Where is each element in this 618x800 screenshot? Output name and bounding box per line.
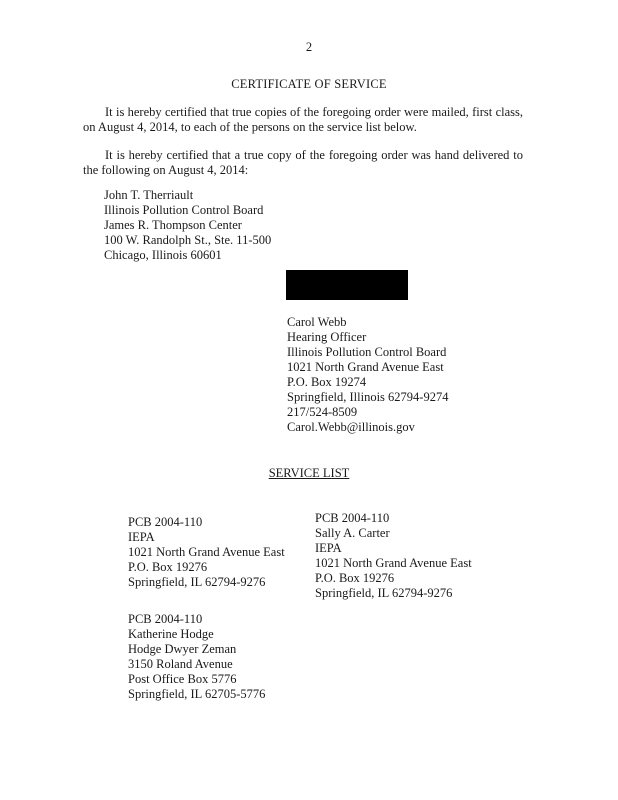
service-entry-line: P.O. Box 19276	[128, 560, 208, 574]
service-entry-line: IEPA	[128, 530, 155, 544]
service-list-title-text: SERVICE LIST	[268, 466, 350, 480]
recipient-line: Chicago, Illinois 60601	[104, 248, 222, 262]
service-entry-line: Hodge Dwyer Zeman	[128, 642, 237, 656]
service-entry-line: P.O. Box 19276	[315, 571, 395, 585]
mailed-paragraph-text: It is hereby certified that true copies of the foregoing order were mailed, first class, on August 4, 2014, to each of the persons on the service list below.	[83, 105, 523, 134]
service-entry	[128, 515, 285, 590]
recipient-line: 100 W. Randolph St., Ste. 11-500	[104, 233, 272, 247]
service-entry-line: 1021 North Grand Avenue East	[315, 556, 472, 570]
signatory-block	[287, 315, 448, 435]
signatory-line: Hearing Officer	[287, 330, 367, 344]
hand-delivered-paragraph	[83, 148, 523, 178]
service-entry	[315, 511, 472, 601]
redacted-signature	[286, 270, 408, 300]
page-number: 2	[305, 40, 313, 54]
signatory-line: Carol Webb	[287, 315, 347, 329]
service-entry-line: Post Office Box 5776	[128, 672, 237, 686]
certificate-title: CERTIFICATE OF SERVICE	[231, 77, 387, 91]
signatory-line: P.O. Box 19274	[287, 375, 367, 389]
signatory-line: 217/524-8509	[287, 405, 358, 419]
hand-delivered-paragraph-text: It is hereby certified that a true copy of the foregoing order was hand delivered to the following on August 4, 2014:	[83, 148, 523, 177]
service-entry-line: 3150 Roland Avenue	[128, 657, 233, 671]
service-entry-line: PCB 2004-110	[315, 511, 390, 525]
recipient-line: John T. Therriault	[104, 188, 194, 202]
service-list-title	[0, 466, 618, 481]
service-entry-line: IEPA	[315, 541, 342, 555]
service-entry-line: Katherine Hodge	[128, 627, 214, 641]
signatory-line: Illinois Pollution Control Board	[287, 345, 447, 359]
service-entry	[128, 612, 265, 702]
recipient-line: James R. Thompson Center	[104, 218, 242, 232]
service-entry-line: 1021 North Grand Avenue East	[128, 545, 285, 559]
service-entry-line: PCB 2004-110	[128, 515, 203, 529]
service-entry-line: Sally A. Carter	[315, 526, 390, 540]
recipient-line: Illinois Pollution Control Board	[104, 203, 264, 217]
service-entry-line: Springfield, IL 62705-5776	[128, 687, 266, 701]
hand-delivered-recipient	[104, 188, 271, 263]
mailed-paragraph	[83, 105, 523, 135]
signatory-line: Carol.Webb@illinois.gov	[287, 420, 415, 434]
signatory-line: Springfield, Illinois 62794-9274	[287, 390, 449, 404]
service-entry-line: PCB 2004-110	[128, 612, 203, 626]
signatory-line: 1021 North Grand Avenue East	[287, 360, 444, 374]
service-entry-line: Springfield, IL 62794-9276	[128, 575, 266, 589]
service-entry-line: Springfield, IL 62794-9276	[315, 586, 453, 600]
